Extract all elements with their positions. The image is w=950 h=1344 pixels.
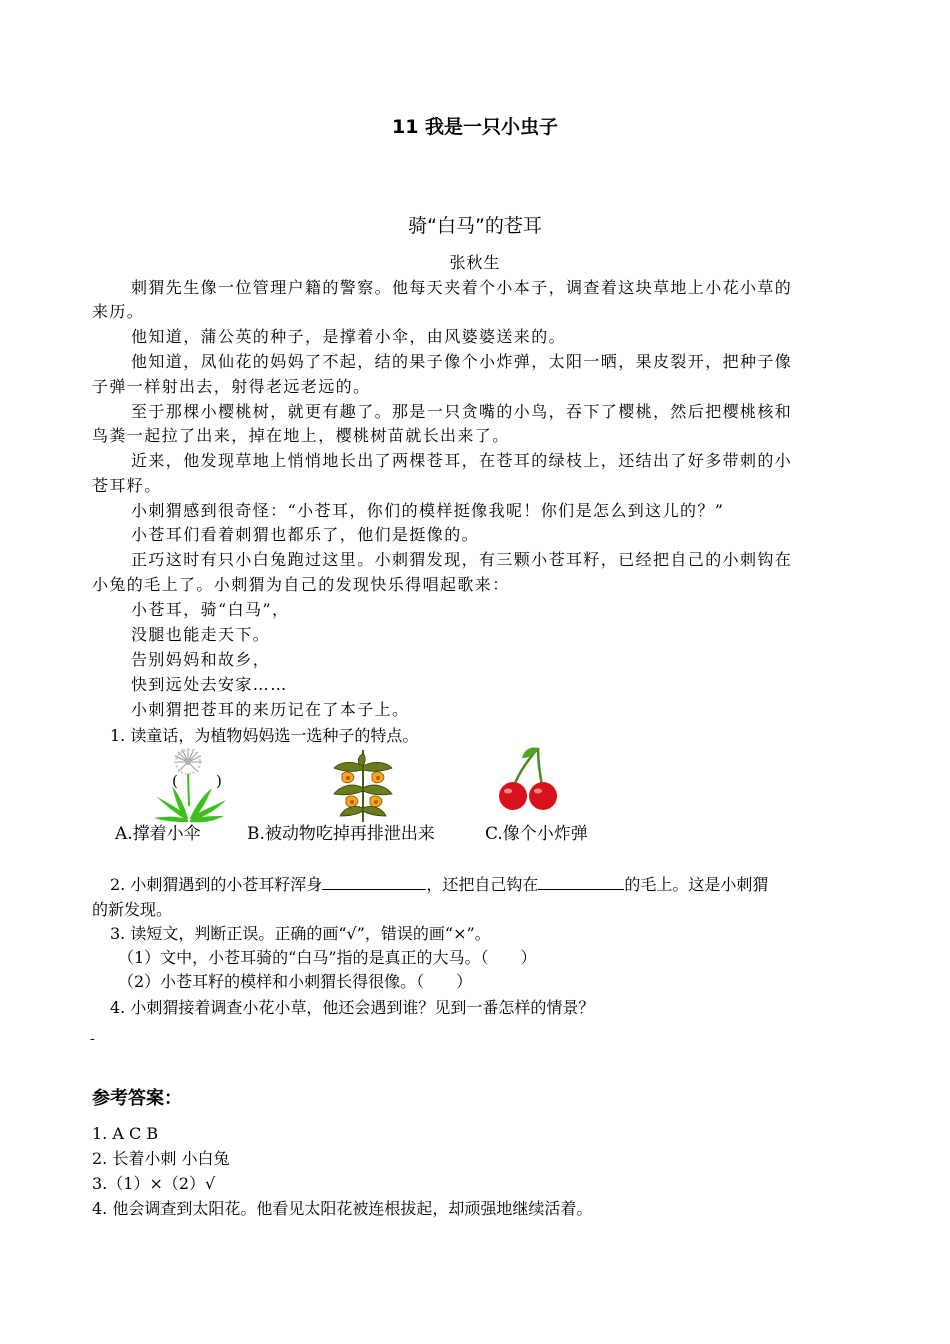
story-line: 近来，他发现草地上悄悄地长出了两棵苍耳，在苍耳的绿枝上，还结出了好多带刺的小 (131, 451, 793, 470)
poem-line: 小苍耳，骑“白马”， (131, 600, 290, 619)
story-line: 来历。 (92, 302, 145, 321)
poem-line: 没腿也能走天下。 (131, 625, 271, 644)
story-line: 苍耳籽。 (92, 476, 162, 495)
question-2-line2: 的新发现。 (92, 900, 173, 919)
question-3-item-2: （2）小苍耳籽的模样和小刺猬长得很像。（ ） (118, 972, 473, 991)
story-line: 他知道，凤仙花的妈妈了不起，结的果子像个小炸弹，太阳一晒，果皮裂开，把种子像 (131, 352, 793, 371)
story-line: 正巧这时有只小白兔跑过这里。小刺猬发现，有三颗小苍耳籽，已经把自己的小刺钩在 (131, 550, 793, 569)
story-line: 小刺猬把苍耳的来历记在了本子上。 (131, 700, 410, 719)
option-c: C.像个小炸弹 (485, 824, 588, 844)
story-line: 子弹一样射出去，射得老远老远的。 (92, 377, 371, 396)
poem-line: 告别妈妈和故乡， (131, 650, 271, 669)
lesson-title: 11 我是一只小虫子 (391, 116, 559, 138)
answer-line-4: 4. 他会调查到太阳花。他看见太阳花被连根拔起，却顽强地继续活着。 (92, 1199, 593, 1218)
story-line: 刺猬先生像一位管理户籍的警察。他每天夹着个小本子，调查着这块草地上小花小草的 (131, 278, 793, 297)
answer-paren-open: ( (172, 772, 178, 790)
story-line: 他知道，蒲公英的种子，是撑着小伞，由风婆婆送来的。 (131, 327, 567, 346)
question-2-part1: 2. 小刺猬遇到的小苍耳籽浑身 (110, 875, 323, 894)
story-author: 张秋生 (449, 253, 501, 272)
answer-line-3: 3.（1）×（2）√ (92, 1174, 216, 1193)
question-2 (110, 872, 768, 897)
fill-blank-1[interactable] (322, 872, 426, 890)
question-3-item-1: （1）文中，小苍耳骑的“白马”指的是真正的大马。（ ） (118, 948, 537, 967)
cherry-image (494, 744, 564, 812)
answer-line-2: 2. 长着小刺 小白兔 (92, 1149, 230, 1168)
question-2-part2: ，还把自己钩在 (426, 875, 539, 894)
option-a: A.撑着小伞 (115, 824, 201, 844)
story-line: 小苍耳们看着刺猬也都乐了，他们是挺像的。 (131, 525, 480, 544)
fill-blank-2[interactable] (538, 872, 624, 890)
story-title: 骑“白马”的苍耳 (408, 215, 542, 237)
story-line: 鸟粪一起拉了出来，掉在地上，樱桃树苗就长出来了。 (92, 426, 510, 445)
balsam-flower-image (332, 748, 394, 824)
question-3: 3. 读短文，判断正误。正确的画“√”，错误的画“×”。 (110, 924, 491, 943)
story-line: 小兔的毛上了。小刺猬为自己的发现快乐得唱起歌来： (92, 575, 510, 594)
option-b: B.被动物吃掉再排泄出来 (247, 824, 435, 844)
story-line: 小刺猬感到很奇怪：“小苍耳，你们的模样挺像我呢！你们是怎么到这儿的？” (131, 501, 725, 520)
answer-line-1: 1. A C B (92, 1124, 159, 1143)
story-line: 至于那棵小樱桃树，就更有趣了。那是一只贪嘴的小鸟，吞下了樱桃，然后把樱桃核和 (131, 402, 793, 421)
question-2-part3: 的毛上。这是小刺猬 (624, 875, 769, 894)
answers-heading: 参考答案： (92, 1088, 182, 1109)
question-1: 1. 读童话，为植物妈妈选一选种子的特点。 (110, 726, 419, 745)
poem-line: 快到远处去安家…… (131, 675, 288, 694)
answer-paren-close: ) (216, 772, 222, 790)
question-4: 4. 小刺猬接着调查小花小草，他还会遇到谁？见到一番怎样的情景？ (110, 998, 595, 1017)
dash-mark: - (90, 1031, 95, 1047)
